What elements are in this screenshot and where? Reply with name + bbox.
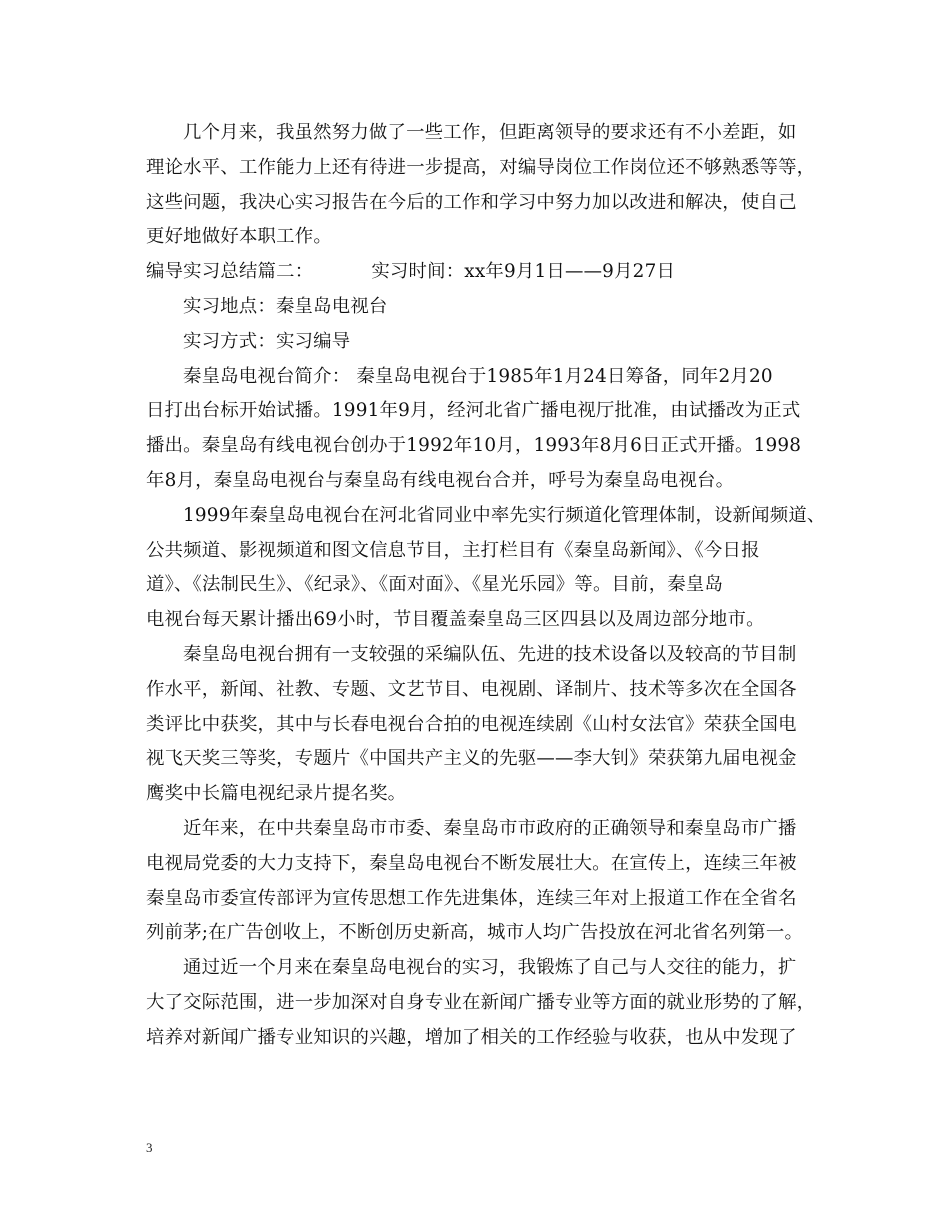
paragraph-block-2 <box>146 290 826 1056</box>
text-line: 理论水平、工作能力上还有待进一步提高，对编导岗位工作岗位还不够熟悉等等， <box>146 156 816 178</box>
text-line: 大了交际范围，进一步加深对自身专业在新闻广播专业等方面的就业形势的了解， <box>146 991 816 1013</box>
section-heading <box>146 255 806 290</box>
text-line: 道》、《法制民生》、《纪录》、《面对面》、《星光乐园》等。目前，秦皇岛 <box>146 574 724 596</box>
text-line: 鹰奖中长篇电视纪录片提名奖。 <box>146 783 407 805</box>
text-line: 秦皇岛电视台拥有一支较强的采编队伍、先进的技术设备以及较高的节目制 <box>183 643 797 665</box>
text-line: 年8月，秦皇岛电视台与秦皇岛有线电视台合并，呼号为秦皇岛电视台。 <box>146 469 735 491</box>
text-line: 列前茅;在广告创收上，不断创历史新高，城市人均广告投放在河北省名列第一。 <box>146 922 804 944</box>
text-line: 电视局党委的大力支持下，秦皇岛电视台不断发展壮大。在宣传上，连续三年被 <box>146 852 797 874</box>
text-line: 播出。秦皇岛有线电视台创办于1992年10月，1993年8月6日正式开播。1998 <box>146 435 802 457</box>
text-line: 更好地做好本职工作。 <box>146 226 332 248</box>
text-line: 这些问题，我决心实习报告在今后的工作和学习中努力加以改进和解决，使自己 <box>146 191 797 213</box>
section-heading-line <box>146 255 806 290</box>
text-line: 秦皇岛市委宣传部评为宣传思想工作先进集体，连续三年对上报道工作在全省名 <box>146 887 797 909</box>
text-line: 通过近一个月来在秦皇岛电视台的实习，我锻炼了自己与人交往的能力，扩 <box>183 957 797 979</box>
text-line: 实习方式：实习编导 <box>183 330 351 352</box>
text-line: 日打出台标开始试播。1991年9月，经河北省广播电视厅批准，由试播改为正式 <box>146 400 801 422</box>
paragraph-block-1 <box>146 116 816 255</box>
text-line: 作水平，新闻、社教、专题、文艺节目、电视剧、译制片、技术等多次在全国各 <box>146 678 797 700</box>
text-line: 实习地点：秦皇岛电视台 <box>183 295 388 317</box>
body-text <box>146 116 826 1056</box>
text-line: 电视台每天累计播出69小时，节目覆盖秦皇岛三区四县以及周边部分地市。 <box>146 609 765 631</box>
text-line: 近年来，在中共秦皇岛市市委、秦皇岛市市政府的正确领导和秦皇岛市广播 <box>183 817 797 839</box>
text-line: 类评比中获奖，其中与长春电视台合拍的电视连续剧《山村女法官》荣获全国电 <box>146 713 797 735</box>
text-line: 秦皇岛电视台简介： 秦皇岛电视台于1985年1月24日筹备，同年2月20 <box>183 365 773 387</box>
text-line: 公共频道、影视频道和图文信息节目，主打栏目有《秦皇岛新闻》、《今日报 <box>146 539 760 561</box>
text-line: 培养对新闻广播专业知识的兴趣，增加了相关的工作经验与收获，也从中发现了 <box>146 1026 797 1048</box>
text-line: 几个月来，我虽然努力做了一些工作，但距离领导的要求还有不小差距，如 <box>183 122 797 143</box>
text-line: 1999年秦皇岛电视台在河北省同业中率先实行频道化管理体制，设新闻频道、 <box>183 504 826 526</box>
section-title: 编导实习总结篇二： <box>146 261 314 283</box>
internship-time: 实习时间：xx年9月1日——9月27日 <box>371 261 676 283</box>
text-line: 视飞天奖三等奖，专题片《中国共产主义的先驱——李大钊》荣获第九届电视金 <box>146 748 797 770</box>
page-number: 3 <box>146 1140 153 1155</box>
